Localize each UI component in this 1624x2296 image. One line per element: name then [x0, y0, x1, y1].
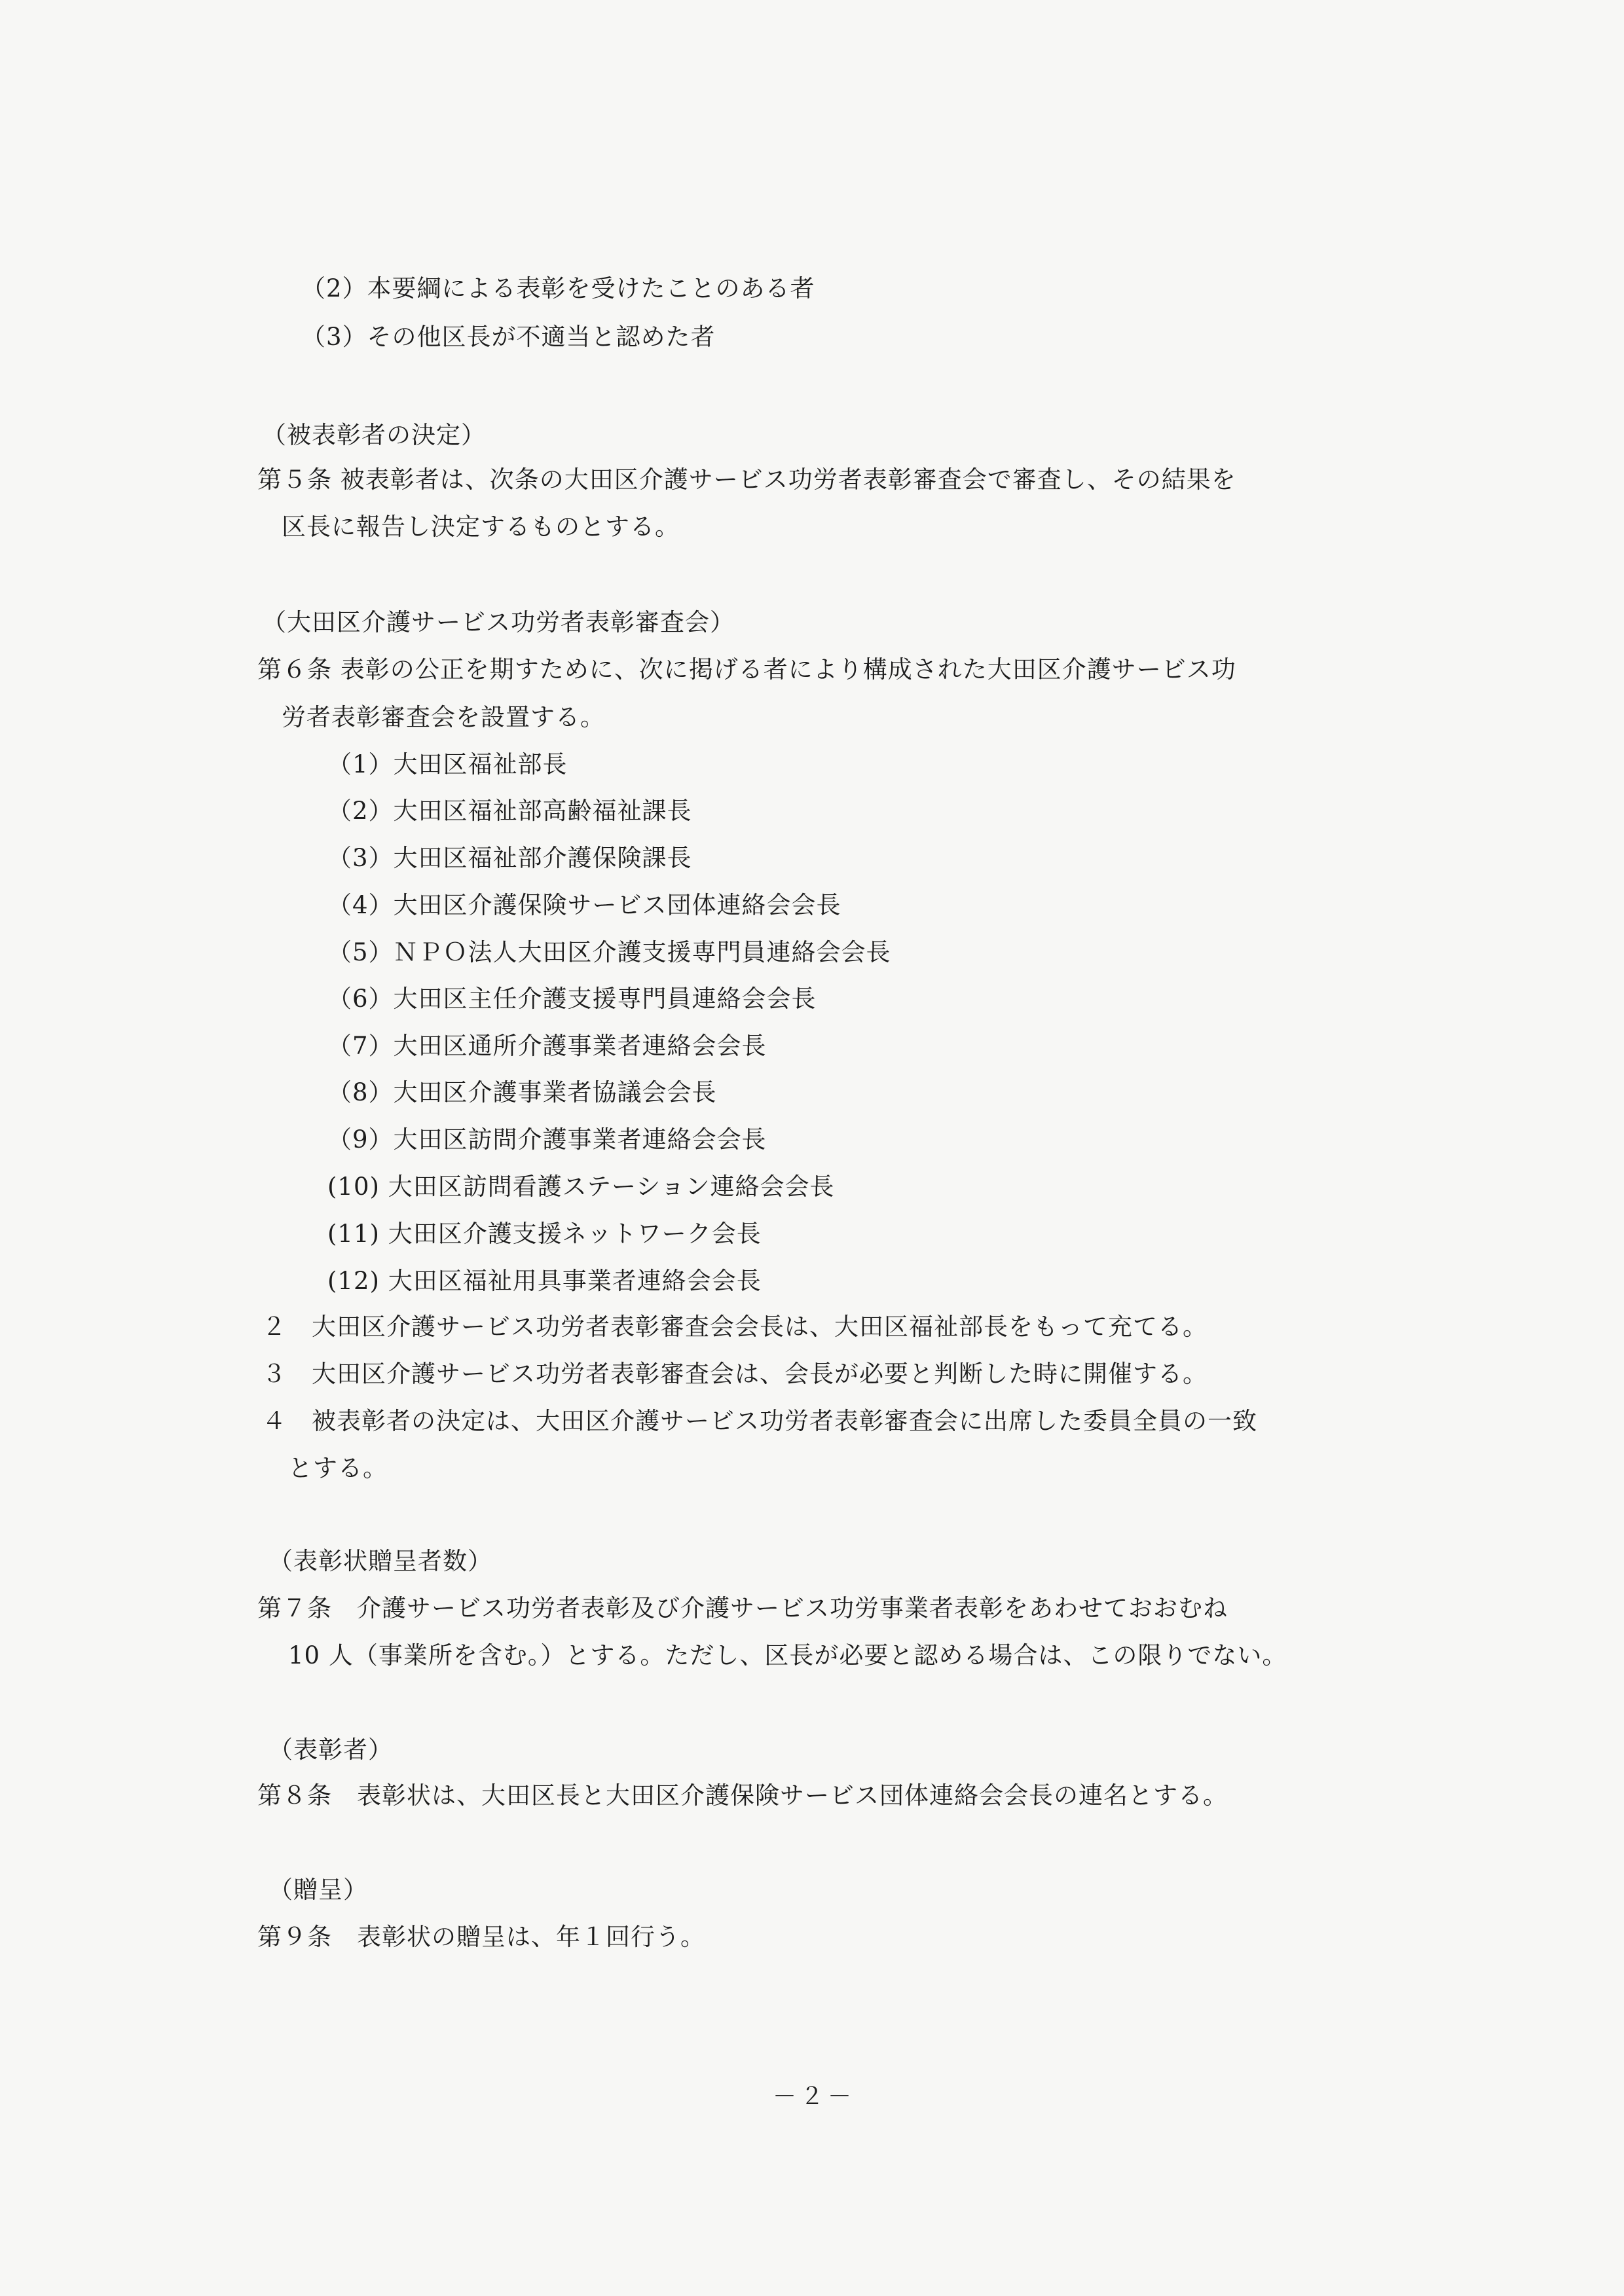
- article9-heading: （贈呈）: [268, 1876, 368, 1904]
- article4-item-2: （2）本要綱による表彰を受けたことのある者: [301, 274, 815, 302]
- article8-heading: （表彰者）: [268, 1736, 393, 1764]
- article7-heading: （表彰状贈呈者数）: [268, 1547, 492, 1575]
- article5-heading: （被表彰者の決定）: [262, 421, 486, 449]
- member-item: （6）大田区主任介護支援専門員連絡会会長: [327, 985, 817, 1013]
- article6-para3: ３ 大田区介護サービス功労者表彰審査会は、会長が必要と判断した時に開催する。: [262, 1360, 1208, 1388]
- article6-line2: 労者表彰審査会を設置する。: [282, 703, 605, 731]
- article6-heading: （大田区介護サービス功労者表彰審査会）: [262, 608, 735, 636]
- article7-line1: 第７条 介護サービス功労者表彰及び介護サービス功労事業者表彰をあわせておおむね: [257, 1594, 1228, 1622]
- member-item: (10) 大田区訪問看護ステーション連絡会会長: [327, 1173, 835, 1201]
- member-item: （4）大田区介護保険サービス団体連絡会会長: [327, 891, 841, 919]
- member-item: (11) 大田区介護支援ネットワーク会長: [327, 1220, 762, 1248]
- member-item: （2）大田区福祉部高齢福祉課長: [327, 797, 692, 825]
- article4-item-3: （3）その他区長が不適当と認めた者: [301, 323, 716, 351]
- member-item: （5）ＮＰＯ法人大田区介護支援専門員連絡会会長: [327, 938, 891, 966]
- member-item: (12) 大田区福祉用具事業者連絡会会長: [327, 1267, 762, 1295]
- article5-line1: 第５条 被表彰者は、次条の大田区介護サービス功労者表彰審査会で審査し、その結果を: [257, 465, 1236, 494]
- article8-line1: 第８条 表彰状は、大田区長と大田区介護保険サービス団体連絡会会長の連名とする。: [257, 1781, 1228, 1810]
- article6-line1: 第６条 表彰の公正を期すために、次に掲げる者により構成された大田区介護サービス功: [257, 655, 1236, 683]
- member-item: （3）大田区福祉部介護保険課長: [327, 844, 692, 872]
- article5-line2: 区長に報告し決定するものとする。: [282, 513, 680, 541]
- member-item: （8）大田区介護事業者協議会会長: [327, 1078, 717, 1106]
- article6-para2: ２ 大田区介護サービス功労者表彰審査会会長は、大田区福祉部長をもって充てる。: [262, 1313, 1208, 1341]
- member-item: （7）大田区通所介護事業者連絡会会長: [327, 1032, 767, 1060]
- member-item: （9）大田区訪問介護事業者連絡会会長: [327, 1125, 767, 1154]
- article7-line2: 10 人（事業所を含む。）とする。ただし、区長が必要と認める場合は、この限りでない。: [288, 1641, 1287, 1669]
- page-number: －２－: [773, 2083, 856, 2110]
- article9-line1: 第９条 表彰状の贈呈は、年１回行う。: [257, 1923, 705, 1951]
- member-item: （1）大田区福祉部長: [327, 750, 568, 778]
- article6-para4-line1: ４ 被表彰者の決定は、大田区介護サービス功労者表彰審査会に出席した委員全員の一致: [262, 1407, 1257, 1435]
- article6-para4-line2: とする。: [288, 1454, 388, 1482]
